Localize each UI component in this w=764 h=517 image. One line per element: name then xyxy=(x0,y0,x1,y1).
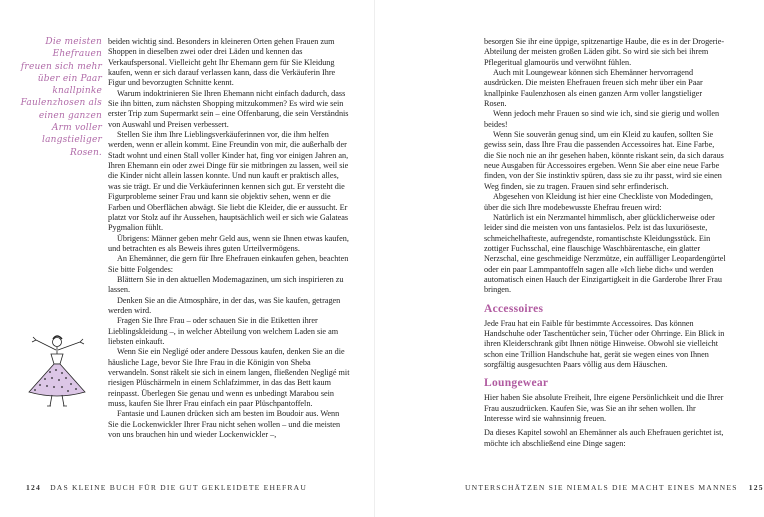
paragraph: Abgesehen von Kleidung ist hier eine Checkliste von Modedingen, über die sich Ihre modebewusste Ehefrau freuen wird: xyxy=(484,192,713,212)
right-page xyxy=(375,0,764,517)
right-body-text xyxy=(484,37,726,449)
section-heading-accessoires: Accessoires xyxy=(484,302,544,315)
paragraph: Hier haben Sie absolute Freiheit, Ihre eigene Persönlichkeit und die Ihrer Frau auszudrücken. Kaufen Sie, was Sie an ihr sehen wollen. Ihr Interesse wird sie wahnsinnig freuen. xyxy=(484,393,724,423)
left-body-text xyxy=(108,37,351,440)
paragraph: Da dieses Kapitel sowohl an Ehemänner als auch Ehefrauen gerichtet ist, möchte ich abschließend eine Dinge sagen: xyxy=(484,428,724,448)
paragraph: Übrigens: Männer geben mehr Geld aus, wenn sie Ihnen etwas kaufen, und betrachten es als Beweis ihres guten Urteilvermögens. xyxy=(108,233,349,253)
paragraph: Natürlich ist ein Nerzmantel himmlisch, aber glücklicherweise oder leider sind die meisten von uns fantasielos. Pelz ist das luxuriöseste, schmeichelhafteste, aufregendste, romantischste Kleidungsstück. Ein zottiger Fuchsschal, eine flauschige Waschbärentasche, ein glatter Nerzschal, eine geschmeidige Nerzmütze, ein auffälliger Leopardengürtel oder ein paar Lammpantoffeln sagen alle »Ich liebe dich« und werden automatisch einen Hauch der Einzigartigkeit in die Garderobe Ihrer Frau bringen. xyxy=(484,212,726,295)
paragraph: Wenn jedoch mehr Frauen so sind wie ich, sind sie gierig und wollen beides! xyxy=(484,109,720,129)
paragraph: besorgen Sie ihr eine üppige, spitzenartige Haube, die es in der Drogerie-Abteilung der meisten großen Läden gibt. So wird sie sich bei ihrem Pflegeritual glamourös und verwöhnt fühlen. xyxy=(484,37,725,67)
section-heading-loungewear: Loungewear xyxy=(484,377,549,390)
pull-quote: Die meisten Ehefrauen freuen sich mehr über ein Paar knallpinke Faulenzhosen als einen ganzen Arm voller langstieliger Rosen. xyxy=(20,37,102,158)
woman-illustration xyxy=(10,330,100,410)
paragraph: Auch mit Loungewear können sich Ehemänner hervorragend ausdrücken. Die meisten Ehefrauen freuen sich mehr über ein Paar knallpinke Faulenzhosen als einen ganzen Arm voller langstieliger Rosen. xyxy=(484,68,703,109)
running-head: UNTERSCHÄTZEN SIE NIEMALS DIE MACHT EINES MANNES xyxy=(465,483,738,492)
paragraph: Warum indoktrinieren Sie Ihren Ehemann nicht einfach dadurch, dass Sie ihn bitten, zum nächsten Shopping mitzukommen? Es wird wie sein erster Trip zum Supermarkt sein – eine Offenbarung, die sein Verständnis von Auswahl und Preisen verbessert. xyxy=(108,88,349,129)
paragraph: Blättern Sie in den aktuellen Modemagazinen, um sich inspirieren zu lassen. xyxy=(108,274,344,295)
page-number: 125 xyxy=(748,483,764,492)
paragraph: Wenn Sie ein Negligé oder andere Dessous kaufen, denken Sie an die häusliche Lage, bevor Sie Ihre Frau in die Königin von Sheba verwandeln. Sonst räkelt sie sich in einem langen, fließenden Negligé mit riesigen Plüschärmeln in einem Schlafzimmer, in das das Bett kaum reinpasst. Überlegen Sie genau und wenn es unbedingt Marabou sein muss, kaufen Sie Ihrer Frau einfach ein paar Plüschpantoffeln. xyxy=(108,347,350,409)
paragraph: Jede Frau hat ein Faible für bestimmte Accessoires. Das können Handschuhe oder Taschentücher sein, Tücher oder Ohrringe. Ein Blick in ihren Kleiderschrank gibt Ihnen nötige Hinweise. Obwohl sie vielleicht schon eine Trillion Handschuhe hat, gerät sie wegen eines von Ihnen sorgfältig ausgesuchten Paars völlig aus dem Häuschen. xyxy=(484,318,725,369)
paragraph: Stellen Sie ihm Ihre Lieblingsverkäuferinnen vor, die ihm helfen werden, wenn er allein kommt. Eine Freundin von mir, die außerhalb der Stadt wohnt und einen Stall voller Kinder hat, fing vor einigen Jahren an, Ihren Ehemann ein oder zwei Dinge für sie mitbringen zu lassen, weil sie die Kinder nicht allein lassen konnte. Und nun kauft er praktisch alles, was sie trägt. Er und die Verkäuferinnen kennen sich gut. Er versteht die Figurprobleme seiner Frau und kann sie objektiv sehen, wenn er die Farben und Oberflächen abwägt. Sie liebt die Kleider, die er aussucht. Er platzt vor Stolz auf ihr Aussehen, hauptsächlich weil er sich wie Galateas Pygmalion fühlt. xyxy=(108,130,349,233)
right-footer xyxy=(465,483,764,492)
running-head: DAS KLEINE BUCH FÜR DIE GUT GEKLEIDETE EHEFRAU xyxy=(50,483,308,492)
paragraph: Fragen Sie Ihre Frau – oder schauen Sie in die Etiketten ihrer Lieblingskleidung –, in welcher Abteilung von welchem Laden sie am liebsten einkauft. xyxy=(108,316,339,346)
paragraph: Denken Sie an die Atmosphäre, in der das, was Sie kaufen, getragen werden wird. xyxy=(108,295,341,315)
paragraph: beiden wichtig sind. Besonders in kleineren Orten gehen Frauen zum Shoppen in dieselben zwei oder drei Läden und kennen das Verkaufspersonal. Vielleicht geht Ihr Ehemann gern für Sie Kleidung kaufen, wenn er sich darauf verlassen kann, dass die Verkäuferin Ihre Figur und bevorzugten Schnitte kennt. xyxy=(108,37,336,88)
left-page xyxy=(0,0,375,517)
paragraph: An Ehemänner, die gern für Ihre Ehefrauen einkaufen gehen, beachten Sie bitte Folgendes: xyxy=(108,254,349,274)
left-footer xyxy=(26,483,307,492)
paragraph: Wenn Sie souverän genug sind, um ein Kleid zu kaufen, sollten Sie gewiss sein, dass Ihre Frau die passenden Accessoires hat. Eine Farbe, die Sie noch nie an ihr gesehen haben, könnte riskant sein, da sich daraus neue Ausgaben für Accessoires ergeben. Wenn Sie aber eine neue Farbe finden, von der Sie instinktiv spüren, dass sie zu ihr passt, wird sie einen Weg finden, sie zu tragen. Frauen sind sehr erfinderisch. xyxy=(484,130,724,191)
page-number: 124 xyxy=(26,483,41,492)
paragraph: Fantasie und Launen drücken sich am besten im Boudoir aus. Wenn Sie die Lockenwickler Ihrer Frau nicht sehen wollen – und die meisten von uns brauchen hin und wieder Lockenwickler –, xyxy=(108,409,341,440)
